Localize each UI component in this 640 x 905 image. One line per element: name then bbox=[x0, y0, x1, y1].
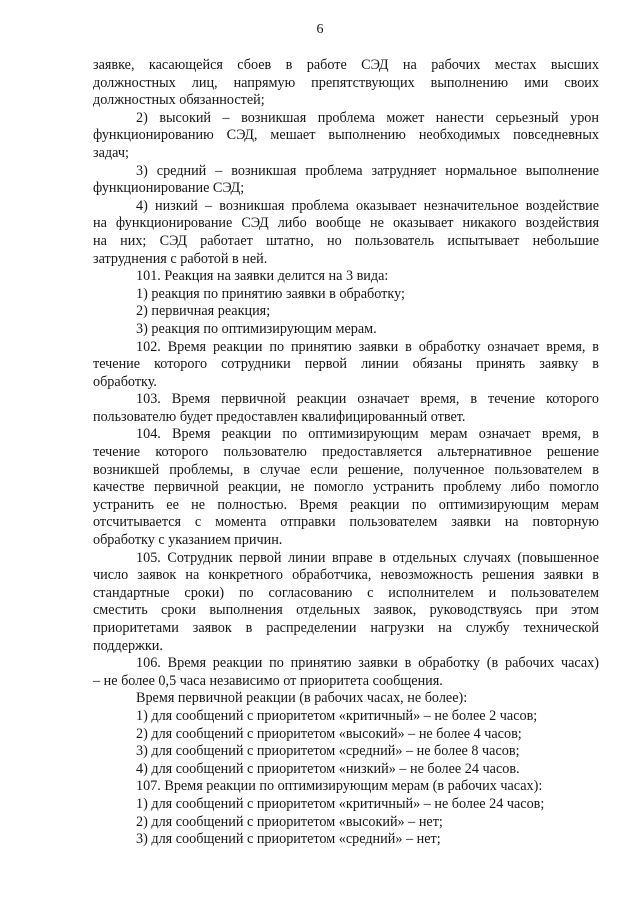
text-line: качестве первичной реакции, не помогло устранить проблему либо помогло bbox=[93, 479, 599, 496]
text-line: поддержки. bbox=[93, 637, 163, 654]
text-line: 103. Время первичной реакции означает время, в течение которого bbox=[136, 391, 599, 408]
page-number: 6 bbox=[316, 22, 324, 37]
text-line: 4) для сообщений с приоритетом «низкий» – не более 24 часов. bbox=[136, 760, 520, 777]
text-line: пользователю будет предоставлен квалифицированный ответ. bbox=[93, 408, 466, 425]
text-line: Время первичной реакции (в рабочих часах, не более): bbox=[136, 690, 468, 707]
text-line: 1) реакция по принятию заявки в обработку; bbox=[136, 285, 405, 302]
text-line: 1) для сообщений с приоритетом «критичный» – не более 2 часов; bbox=[136, 707, 538, 724]
text-line: 2) для сообщений с приоритетом «высокий» – не более 4 часов; bbox=[136, 725, 522, 742]
document-body bbox=[93, 57, 599, 849]
text-line: приоритетами заявок в распределении нагрузки на службу технической bbox=[93, 620, 599, 636]
text-line: – не более 0,5 часа независимо от приоритета сообщения. bbox=[93, 672, 443, 689]
text-line: 105. Сотрудник первой линии вправе в отдельных случаях (повышенное bbox=[136, 549, 599, 566]
text-line: задач; bbox=[93, 144, 129, 161]
text-line: обработку с указанием причин. bbox=[93, 532, 283, 549]
text-line: функционирование СЭД; bbox=[93, 180, 245, 197]
text-line: сместить сроки выполнения отдельных заявок, руководствуясь при этом bbox=[93, 602, 599, 619]
text-line: течение которого сотрудники первой линии обязаны принять заявку в bbox=[93, 356, 599, 373]
text-line: затруднения с работой в ней. bbox=[93, 250, 268, 267]
text-line: 2) высокий – возникшая проблема может нанести серьезный урон bbox=[136, 109, 599, 126]
text-line: на них; СЭД работает штатно, но пользователь испытывает небольшие bbox=[93, 232, 599, 249]
text-line: должностных лиц, напрямую препятствующих выполнению ими своих bbox=[93, 74, 599, 91]
text-line: устранить ее не полностью. Время реакции по оптимизирующим мерам bbox=[93, 496, 599, 513]
text-line: стандартные сроки) по согласованию с исполнителем и пользователем bbox=[93, 584, 599, 601]
text-line: возникшей проблемы, в случае если решение, полученное пользователем в bbox=[93, 461, 599, 478]
text-line: обработку. bbox=[93, 373, 157, 390]
text-line: отсчитывается с момента отправки пользователем заявки на повторную bbox=[93, 514, 599, 531]
text-line: заявке, касающейся сбоев в работе СЭД на рабочих местах высших bbox=[93, 57, 599, 73]
text-line: течение которого пользователю предоставляется альтернативное решение bbox=[93, 444, 599, 461]
text-line: 3) для сообщений с приоритетом «средний» – нет; bbox=[136, 831, 441, 848]
text-line: число заявок на конкретного обработчика, невозможность решения заявки в bbox=[93, 567, 599, 584]
text-line: 3) реакция по оптимизирующим мерам. bbox=[136, 320, 377, 337]
text-line: 4) низкий – возникшая проблема оказывает незначительное воздействие bbox=[136, 197, 599, 214]
text-line: должностных обязанностей; bbox=[93, 92, 265, 109]
text-line: 106. Время реакции по принятию заявки в обработку (в рабочих часах) bbox=[136, 655, 599, 672]
text-line: 2) для сообщений с приоритетом «высокий» – нет; bbox=[136, 813, 443, 830]
text-line: 2) первичная реакция; bbox=[136, 303, 271, 320]
text-line: 1) для сообщений с приоритетом «критичный» – не более 24 часов; bbox=[136, 795, 545, 812]
text-line: 102. Время реакции по принятию заявки в обработку означает время, в bbox=[136, 338, 599, 355]
text-line: 3) средний – возникшая проблема затрудняет нормальное выполнение bbox=[136, 162, 599, 179]
text-line: 107. Время реакции по оптимизирующим мерам (в рабочих часах): bbox=[136, 778, 543, 795]
text-line: функционированию СЭД, мешает выполнению необходимых повседневных bbox=[93, 127, 599, 144]
text-line: 3) для сообщений с приоритетом «средний» – не более 8 часов; bbox=[136, 743, 520, 760]
text-line: 101. Реакция на заявки делится на 3 вида: bbox=[136, 268, 389, 285]
text-line: на функционирование СЭД либо вообще не оказывает никакого воздействия bbox=[93, 215, 599, 232]
text-line: 104. Время реакции по оптимизирующим мерам означает время, в bbox=[136, 426, 599, 443]
